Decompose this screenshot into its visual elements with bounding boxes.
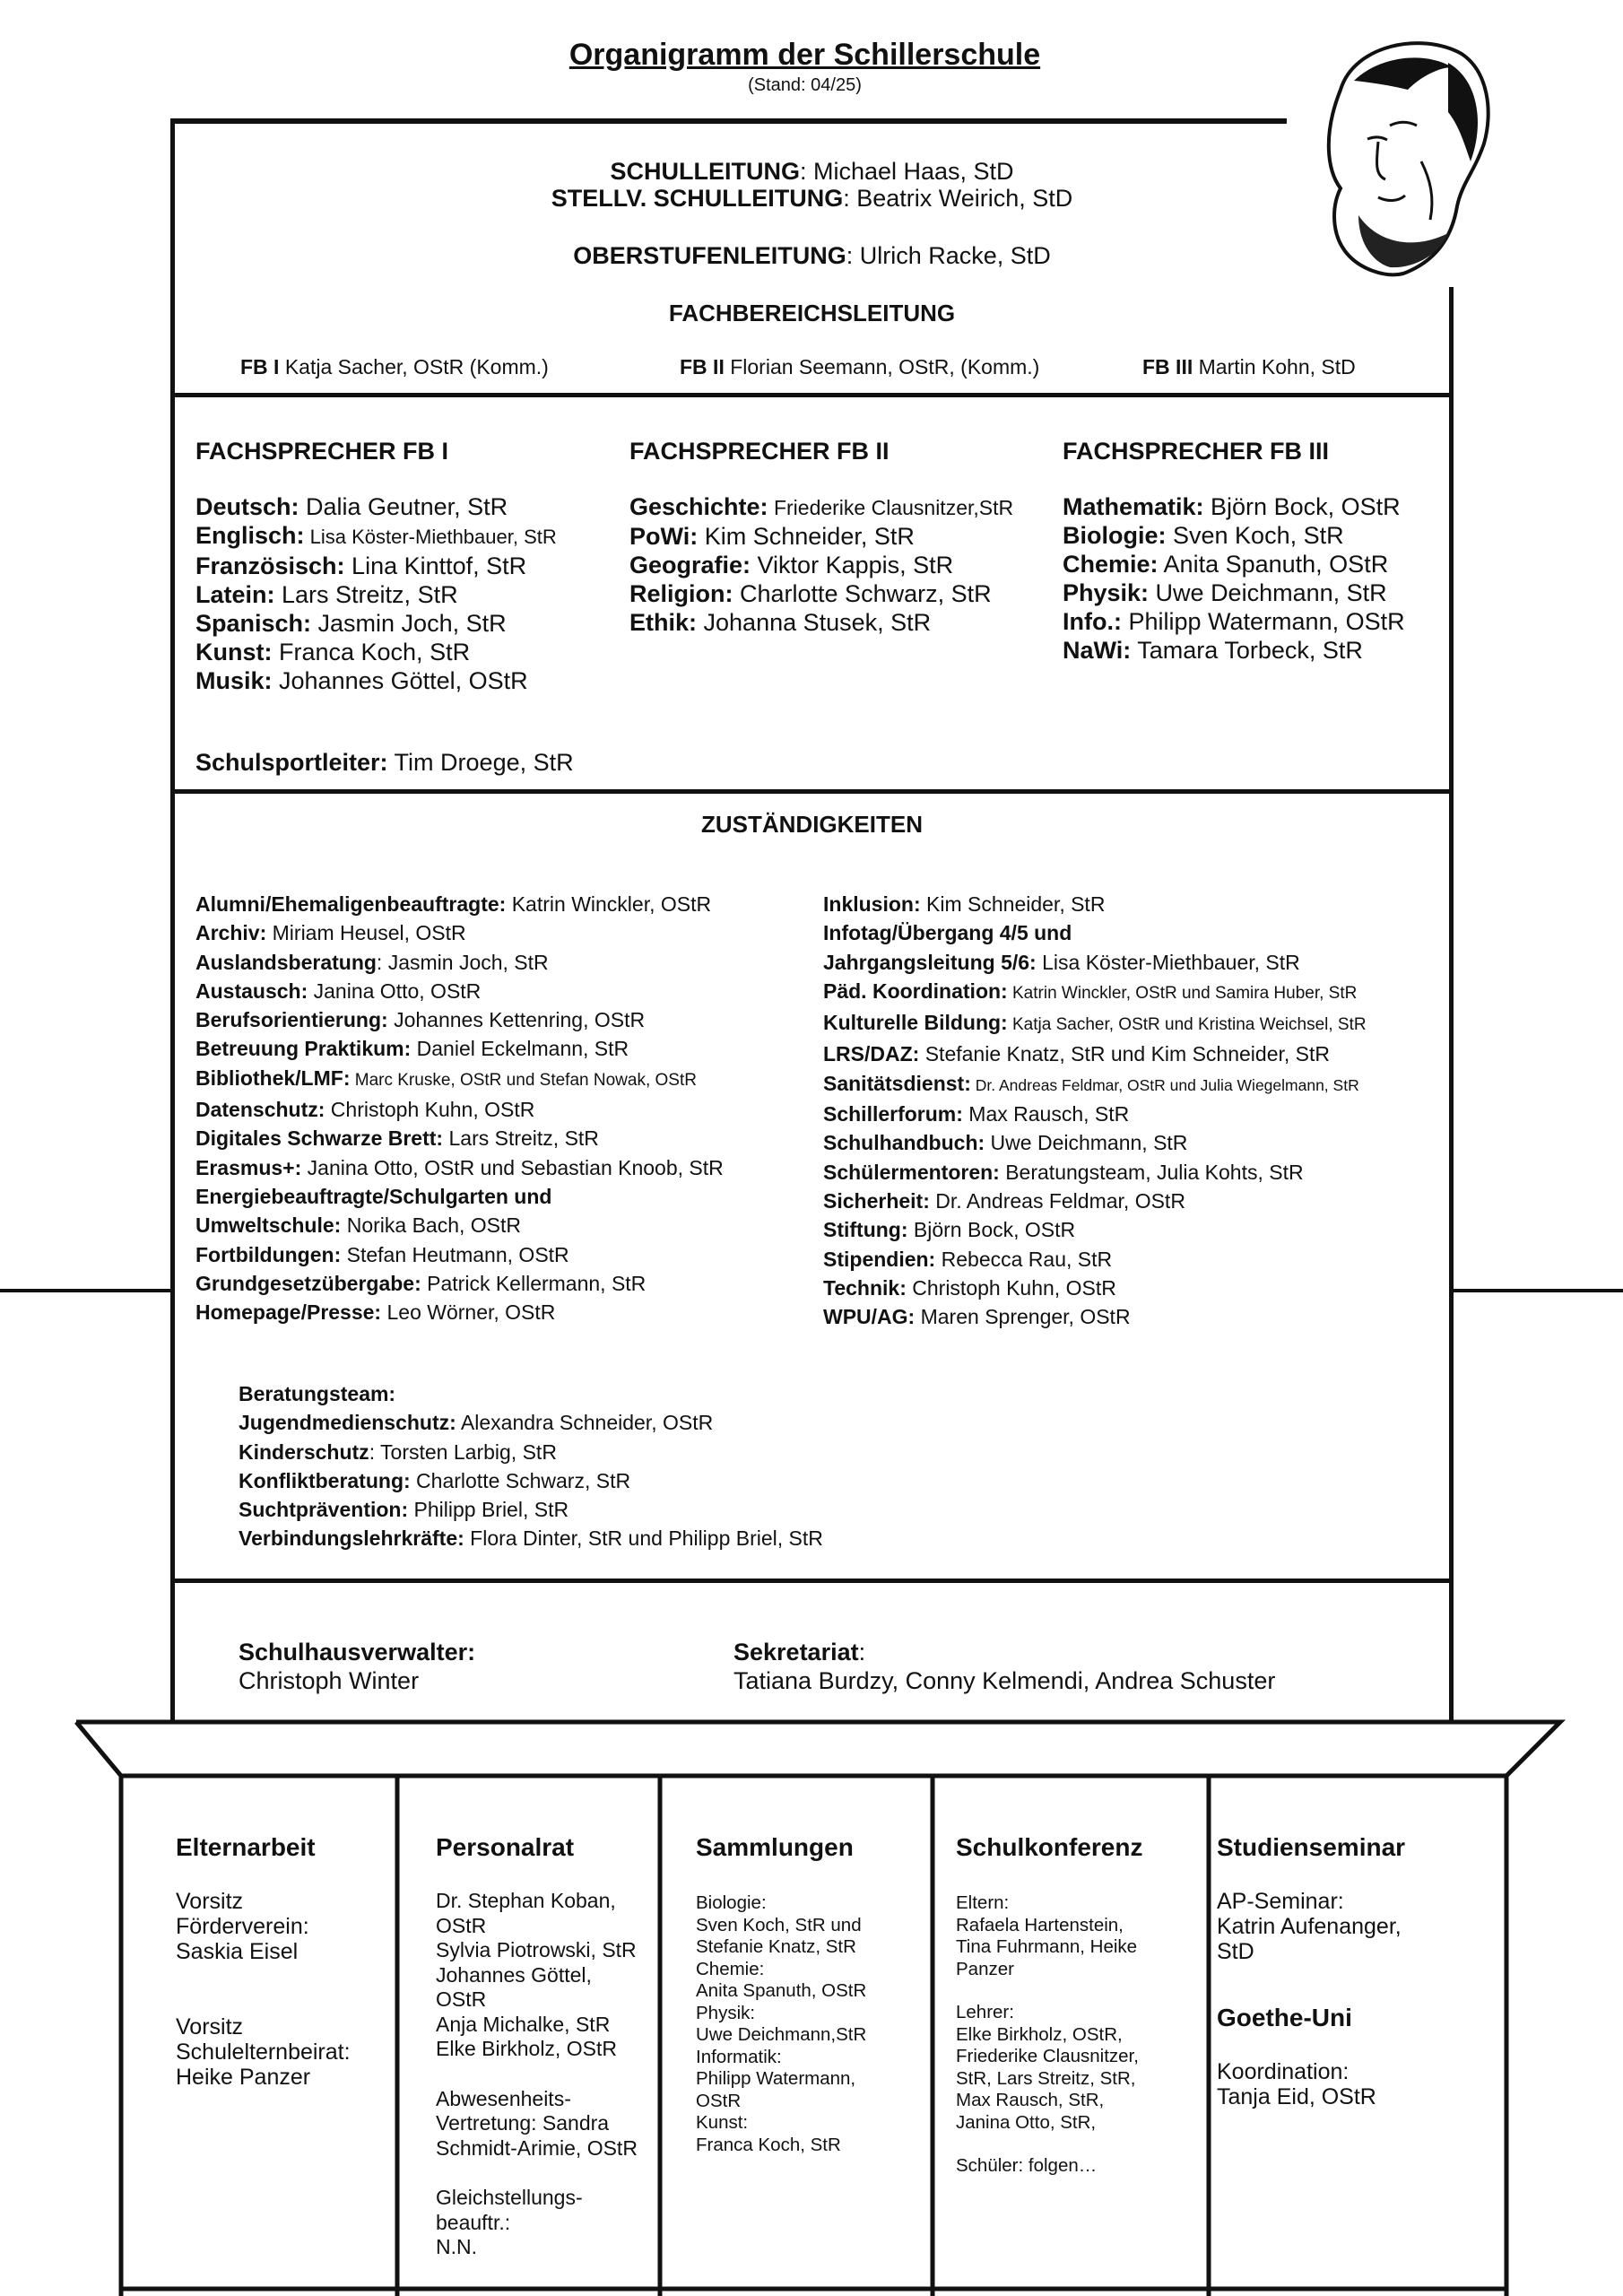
column-sammlungen: Sammlungen Biologie: Sven Koch, StR und Stefanie Knatz, StR Chemie: Anita Spanuth, OStR Physik: Uwe Deichmann,StR Informatik: Philipp Watermann, OStR Kunst: Franca Koch, StR (696, 1833, 929, 2156)
fb3-leitung: FB III Martin Kohn, StD (1142, 355, 1356, 378)
fachsprecher-fb2-heading: FACHSPRECHER FB II (629, 438, 890, 465)
list-item: Betreuung Praktikum: Daniel Eckelmann, StR (195, 1037, 629, 1061)
list-item: Technik: Christoph Kuhn, OStR (823, 1275, 1116, 1300)
sammlungen-text: Biologie: Sven Koch, StR und Stefanie Knatz, StR Chemie: Anita Spanuth, OStR Physik: Uwe Deichmann,StR Informatik: Philipp Watermann, OStR Kunst: Franca Koch, StR (696, 1892, 867, 2155)
beratungsteam-list (239, 1379, 823, 1553)
schulhausverwalter: Schulhausverwalter: Christoph Winter (239, 1639, 476, 1694)
list-item: Inklusion: Kim Schneider, StR (823, 892, 1106, 916)
list-item: Schulhandbuch: Uwe Deichmann, StR (823, 1131, 1188, 1155)
list-item: Physik: Uwe Deichmann, StR (1063, 579, 1387, 606)
column-elternarbeit: Elternarbeit Vorsitz Förderverein: Saskia Eisel Vorsitz Schulelternbeirat: Heike Panzer (176, 1833, 391, 2090)
goethe-uni-heading: Goethe-Uni (1217, 2004, 1352, 2031)
list-item: Info.: Philipp Watermann, OStR (1063, 608, 1405, 635)
list-item: Stiftung: Björn Bock, OStR (823, 1218, 1076, 1242)
list-item: Archiv: Miriam Heusel, OStR (195, 921, 466, 945)
schulkonferenz-text: Eltern: Rafaela Hartenstein, Tina Fuhrmann, Heike Panzer Lehrer: Elke Birkholz, OStR, Friederike Clausnitzer, StR, Lars Streitz, StR, Max Rausch, StR, Janina Otto, StR, Schüler: folgen… (956, 1892, 1139, 2176)
list-item: Homepage/Presse: Leo Wörner, OStR (195, 1300, 556, 1325)
list-item: Kinderschutz: Torsten Larbig, StR (239, 1439, 557, 1464)
list-item: Päd. Koordination: Katrin Winckler, OStR und Samira Huber, StR (823, 978, 1358, 1003)
list-item: Alumni/Ehemaligenbeauftragte: Katrin Winckler, OStR (195, 892, 712, 916)
list-item: Berufsorientierung: Johannes Kettenring, OStR (195, 1008, 646, 1032)
page-date: (Stand: 04/25) (748, 75, 862, 95)
list-item: Datenschutz: Christoph Kuhn, OStR (195, 1098, 535, 1122)
fachsprecher-fb3-heading: FACHSPRECHER FB III (1063, 438, 1330, 465)
list-item: Musik: Johannes Göttel, OStR (195, 667, 528, 694)
page-title: Organigramm der Schillerschule (568, 38, 1041, 72)
list-item: Stipendien: Rebecca Rau, StR (823, 1247, 1113, 1271)
list-item: Jahrgangsleitung 5/6: Lisa Köster-Miethbauer, StR (823, 950, 1300, 974)
oberstufenleitung: OBERSTUFENLEITUNG: Ulrich Racke, StD (573, 242, 1051, 269)
schulleitung: SCHULLEITUNG: Michael Haas, StD (610, 158, 1014, 185)
list-item: Religion: Charlotte Schwarz, StR (629, 580, 992, 607)
fb2-leitung: FB II Florian Seemann, OStR, (Komm.) (680, 355, 1040, 378)
list-item: Bibliothek/LMF: Marc Kruske, OStR und Stefan Nowak, OStR (195, 1065, 697, 1090)
list-item: Fortbildungen: Stefan Heutmann, OStR (195, 1242, 569, 1266)
list-item: Energiebeauftragte/Schulgarten und (195, 1184, 552, 1208)
zustaendigkeiten-right-list (823, 890, 1367, 1331)
list-item: Grundgesetzübergabe: Patrick Kellermann, StR (195, 1271, 647, 1295)
sekretariat: Sekretariat: Tatiana Burdzy, Conny Kelmendi, Andrea Schuster (733, 1639, 1276, 1694)
list-item: Englisch: Lisa Köster-Miethbauer, StR (195, 522, 557, 549)
fachsprecher-fb1-heading: FACHSPRECHER FB I (195, 438, 449, 465)
schulsportleiter: Schulsportleiter: Tim Droege, StR (195, 749, 574, 776)
list-item: Mathematik: Björn Bock, OStR (1063, 493, 1401, 520)
list-item: Ethik: Johanna Stusek, StR (629, 609, 932, 636)
list-item: Biologie: Sven Koch, StR (1063, 522, 1344, 549)
studienseminar-text: AP-Seminar: Katrin Aufenanger, StD (1217, 1889, 1402, 1964)
list-item: Suchtprävention: Philipp Briel, StR (239, 1498, 569, 1522)
list-item: Kulturelle Bildung: Katja Sacher, OStR und Kristina Weichsel, StR (823, 1011, 1367, 1035)
list-item: Beratungsteam: (239, 1382, 396, 1405)
list-item: Französisch: Lina Kinttof, StR (195, 552, 527, 579)
zustaendigkeiten-left-list (195, 890, 724, 1326)
list-item: Auslandsberatung: Jasmin Joch, StR (195, 950, 549, 974)
list-item: Latein: Lars Streitz, StR (195, 581, 458, 608)
list-item: NaWi: Tamara Torbeck, StR (1063, 637, 1363, 664)
fb1-leitung: FB I Katja Sacher, OStR (Komm.) (240, 355, 549, 378)
list-item: Umweltschule: Norika Bach, OStR (195, 1213, 522, 1238)
stellv-schulleitung: STELLV. SCHULLEITUNG: Beatrix Weirich, StD (551, 185, 1073, 212)
personalrat-text: Dr. Stephan Koban, OStR Sylvia Piotrowski, StR Johannes Göttel, OStR Anja Michalke, StR Elke Birkholz, OStR Abwesenheits- Vertretung: Sandra Schmidt-Arimie, OStR Gleichstellungs- beauftr.: N.N. (436, 1889, 638, 2258)
fachbereichsleitung-heading: FACHBEREICHSLEITUNG (668, 300, 956, 326)
goethe-uni-text: Koordination: Tanja Eid, OStR (1217, 2059, 1376, 2109)
fachsprecher-fb2-list (629, 492, 1013, 637)
schiller-portrait-icon (1305, 27, 1497, 278)
list-item: Sicherheit: Dr. Andreas Feldmar, OStR (823, 1188, 1185, 1213)
list-item: Geografie: Viktor Kappis, StR (629, 552, 954, 578)
list-item: Verbindungslehrkräfte: Flora Dinter, StR und Philipp Briel, StR (239, 1526, 823, 1551)
fachsprecher-fb3-list (1063, 492, 1405, 665)
list-item: Jugendmedienschutz: Alexandra Schneider, OStR (239, 1411, 714, 1435)
list-item: Infotag/Übergang 4/5 und (823, 921, 1072, 945)
column-studienseminar: Studienseminar AP-Seminar: Katrin Aufenanger, StD Goethe-Uni Koordination: Tanja Eid, OStR (1217, 1833, 1504, 2109)
list-item: Geschichte: Friederike Clausnitzer,StR (629, 493, 1014, 520)
list-item: PoWi: Kim Schneider, StR (629, 523, 915, 550)
zustaendigkeiten-heading: ZUSTÄNDIGKEITEN (701, 811, 923, 838)
list-item: LRS/DAZ: Stefanie Knatz, StR und Kim Schneider, StR (823, 1042, 1331, 1066)
list-item: Erasmus+: Janina Otto, OStR und Sebastian Knoob, StR (195, 1155, 724, 1179)
list-item: Konfliktberatung: Charlotte Schwarz, StR (239, 1468, 631, 1492)
list-item: Sanitätsdienst: Dr. Andreas Feldmar, OStR und Julia Wiegelmann, StR (823, 1071, 1359, 1095)
list-item: Austausch: Janina Otto, OStR (195, 978, 482, 1003)
list-item: Chemie: Anita Spanuth, OStR (1063, 551, 1389, 578)
list-item: Spanisch: Jasmin Joch, StR (195, 610, 507, 637)
list-item: Kunst: Franca Koch, StR (195, 639, 471, 665)
list-item: Schülermentoren: Beratungsteam, Julia Kohts, StR (823, 1160, 1304, 1184)
fachsprecher-fb1-list (195, 492, 557, 695)
list-item: WPU/AG: Maren Sprenger, OStR (823, 1305, 1131, 1329)
column-personalrat: Personalrat Dr. Stephan Koban, OStR Sylvia Piotrowski, StR Johannes Göttel, OStR Anja Michalke, StR Elke Birkholz, OStR Abwesenheits- Vertretung: Sandra Schmidt-Arimie, OStR Gleichstellungs- beauftr.: N.N. (436, 1833, 660, 2260)
list-item: Deutsch: Dalia Geutner, StR (195, 493, 508, 520)
elternarbeit-text: Vorsitz Förderverein: Saskia Eisel Vorsitz Schulelternbeirat: Heike Panzer (176, 1889, 351, 2090)
column-schulkonferenz: Schulkonferenz Eltern: Rafaela Hartenstein, Tina Fuhrmann, Heike Panzer Lehrer: Elke Birkholz, OStR, Friederike Clausnitzer, StR, Lars Streitz, StR, Max Rausch, StR, Janina Otto, StR, Schüler: folgen… (956, 1833, 1205, 2178)
list-item: Schillerforum: Max Rausch, StR (823, 1102, 1130, 1126)
list-item: Digitales Schwarze Brett: Lars Streitz, StR (195, 1126, 599, 1151)
